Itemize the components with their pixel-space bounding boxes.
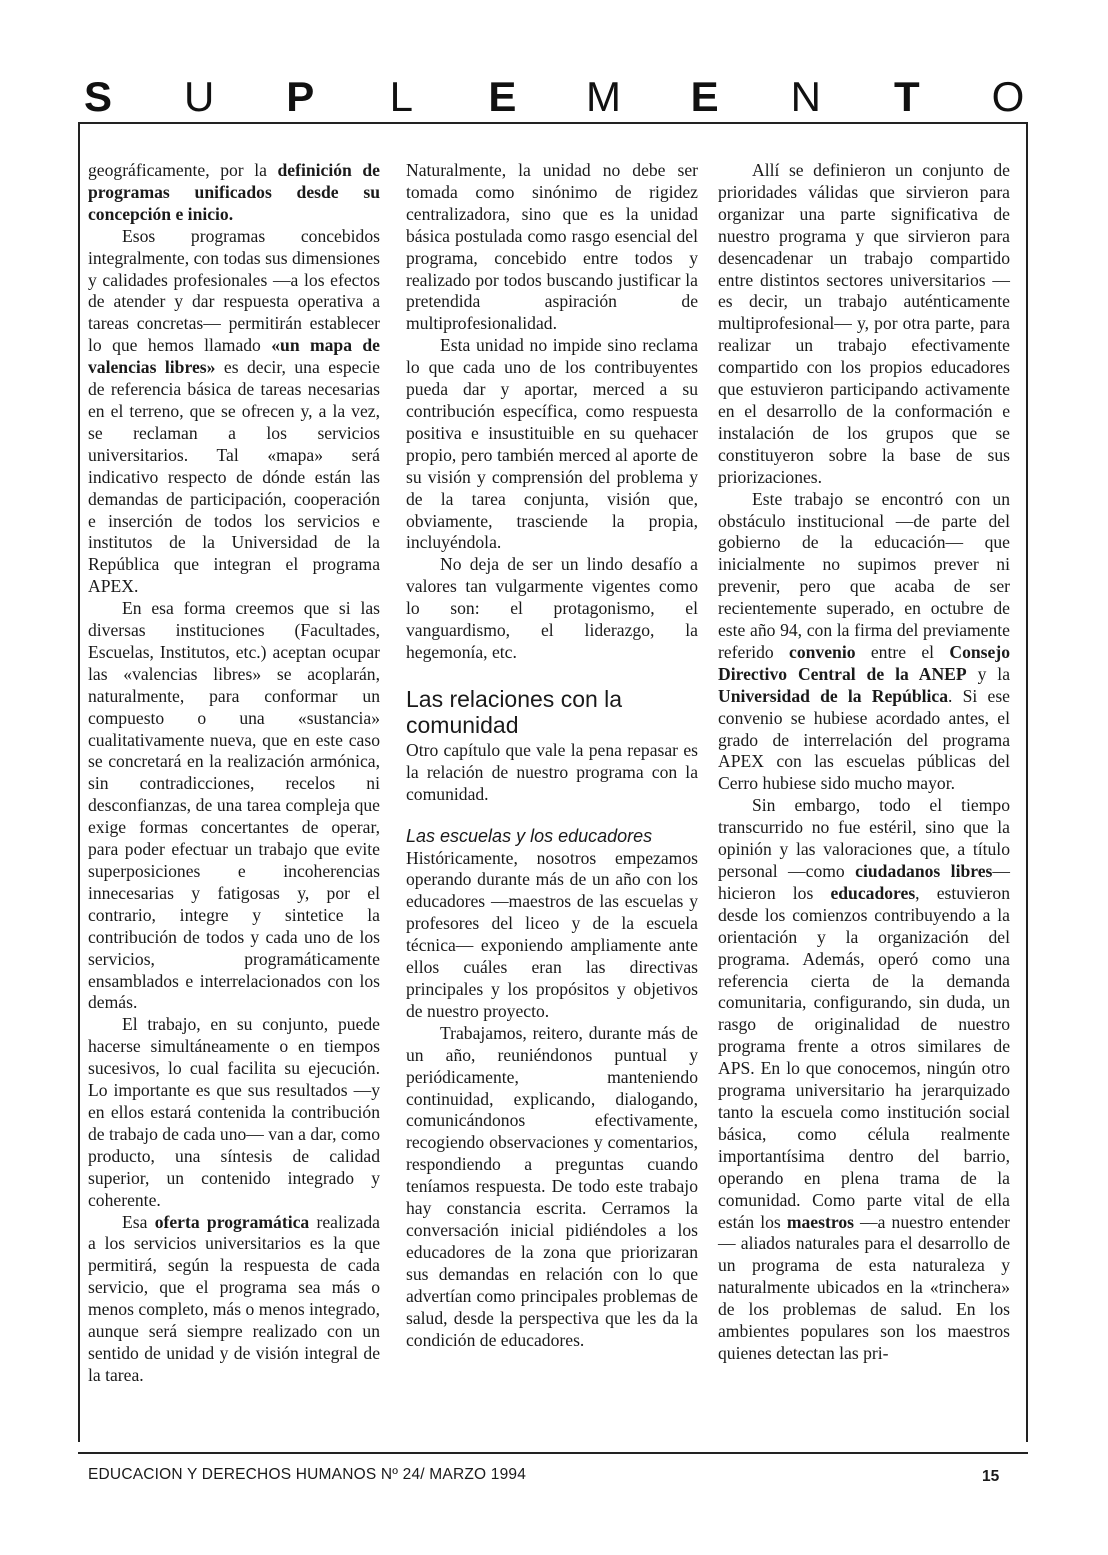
header-letter: U (183, 73, 215, 120)
bold-text: convenio (789, 641, 856, 662)
text: Esa (122, 1211, 155, 1232)
paragraph: Allí se definieron un conjunto de prioridades válidas que sirvieron para organizar una parte significativa de nuestro programa y que sirvieron para desencadenar un trabajo compartido entre distintos sectores universitarios —es decir, un trabajo auténticamente multiprofesional— y, por otra parte, para realizar un trabajo efectivamente compartido con los propios educadores que estuvieron participando activamente en el desarrollo de la conformación e instalación de los grupos que se constituyeron sobre la base de sus priorizaciones. (718, 160, 1010, 487)
header-letter: N (790, 73, 821, 120)
bold-text: Consejo Directivo Central de la ANEP (718, 641, 1010, 684)
paragraph: Naturalmente, la unidad no debe ser tomada como sinónimo de rigidez centralizadora, sino que es la unidad básica postulada como rasgo esencial del programa, concebido entre todos y realizado por todos buscando justificar la pretendida aspiración de multiprofesionalidad. (406, 160, 698, 334)
paragraph: En esa forma creemos que si las diversas instituciones (Facultades, Escuelas, Institutos, etc.) aceptan ocupar las «valencias libres» se acoplarán, naturalmente, para conformar un compuesto o una «sustancia» cualitativamente nueva, que en este caso se concretará en la realización armónica, sin contradicciones, recelos ni desconfianzas, de una tarea compleja que exige formas concertantes de operar, para poder efectuar un trabajo que evite superposiciones e incoherencias innecesarias y fatigosas y, por el contrario, integre y sintetice la contribución de todos y cada uno de los servicios, programáticamente ensamblados e interrelacionados con los demás. (88, 598, 380, 1013)
paragraph: Otro capítulo que vale la pena repasar es la relación de nuestro programa con la comunidad. (406, 739, 698, 804)
text: realizada a los servicios universitarios es la que permitirá, según la respuesta de cada servicio, que el programa sea más o menos completo, más o menos integrado, aunque será siempre realizado con un sentido de unidad y de visión integral de la tarea. (88, 1211, 380, 1385)
text: . Si ese convenio se hubiese acordado antes, el grado de interrelación del programa APEX con las escuelas públicas del Cerro hubiese sido mucho mayor. (718, 685, 1010, 794)
paragraph (88, 226, 380, 598)
paragraph: No deja de ser un lindo desafío a valores tan vulgarmente vigentes como lo son: el protagonismo, el vanguardismo, el liderazgo, la hegemonía, etc. (406, 554, 698, 662)
paragraph (88, 1212, 380, 1387)
text: —a nuestro entender— aliados naturales para el desarrollo de un programa de esta naturaleza y naturalmente ubicados en la «trinchera» de los problemas de salud. En los ambientes populares son los maestros quienes detectan las pri- (718, 1211, 1010, 1363)
text: entre el (855, 641, 950, 662)
section-heading: Las relaciones con la comunidad (406, 685, 623, 738)
publication-footer: EDUCACION Y DERECHOS HUMANOS Nº 24/ MARZO 1994 (88, 1466, 527, 1483)
paragraph (88, 160, 380, 226)
header-letter: L (389, 73, 413, 120)
header-letter: T (894, 73, 920, 120)
bold-text: educadores (830, 882, 916, 903)
footer-rule (78, 1452, 1028, 1454)
header-letter: E (488, 73, 517, 120)
text: Esos programas concebidos integralmente, con todas sus dimensiones y calidades profesionales —a los efectos de atender y dar respuesta operativa a tareas concretas— permitirán establecer lo que hemos llamado (88, 225, 380, 356)
text: Sin embargo, todo el tiempo transcurrido no fue estéril, sino que la opinión y las valoraciones que, a título personal —como (718, 795, 1010, 881)
text: Este trabajo se encontró con un obstáculo institucional —de parte del gobierno de la educación— que inicialmente no supimos prever ni prevenir, pero que acaba de ser recientemente superado, en octubre de este año 94, con la firma del previamente referido (718, 488, 1010, 662)
paragraph (718, 489, 1010, 796)
text: y la (966, 663, 1010, 684)
column-2 (406, 160, 698, 1351)
subsection-heading: Las escuelas y los educadores (406, 825, 653, 846)
column-1 (88, 160, 380, 1387)
bold-text: oferta programática (154, 1211, 310, 1232)
header-letter: O (991, 73, 1025, 120)
section-header (78, 74, 1028, 120)
bold-text: ciudadanos libres (855, 861, 993, 881)
paragraph: El trabajo, en su conjunto, puede hacerse simultáneamente o en tiempos sucesivos, lo cual facilita su ejecución. Lo importante es que sus resultados —y en ellos estará contenida la contribución de trabajo de cada uno— van a dar, como producto, una síntesis de calidad superior, un contenido integrado y coherente. (88, 1014, 380, 1210)
column-3 (718, 160, 1010, 1365)
page-number: 15 (982, 1468, 1000, 1485)
header-letter: P (286, 73, 315, 120)
header-letter: S (83, 73, 112, 120)
paragraph: Esta unidad no impide sino reclama lo que cada uno de los contribuyentes pueda dar y aportar, merced a su contribución específica, como respuesta positiva e insustituible en su quehacer propio, pero también merced al aporte de su visión y comprensión del problema y de la tarea conjunta, visión que, obviamente, trasciende la propia, incluyéndola. (406, 335, 698, 553)
header-letter: M (586, 73, 622, 120)
header-letter: E (690, 73, 719, 120)
bold-text: Universidad de la República (718, 685, 949, 706)
text: , estuvieron desde los comienzos contribuyendo a la orientación y la organización del programa. Además, operó como una referencia cierta de la demanda comunitaria, configurando, sin duda, un rasgo de originalidad de nuestro programa frente a otros similares de APS. En lo que conocemos, ningún otro programa universitario ha jerarquizado tanto la escuela como institución social básica, como célula realmente importantísima dentro del barrio, operando en plena trama de la comunidad. Como parte vital de ella están los (718, 882, 1010, 1232)
bold-text: definición de programas unificados desde su concepción e inicio. (88, 160, 380, 224)
paragraph: Trabajamos, reitero, durante más de un año, reuniéndonos puntual y periódicamente, manteniendo continuidad, explicando, dialogando, comunicándonos efectivamente, recogiendo observaciones y comentarios, respondiendo a preguntas cuando teníamos respuesta. De todo este trabajo hay constancia escrita. Cerramos la conversación inicial pidiéndoles a los educadores de la zona que priorizaran sus demandas en relación con lo que advertían como principales problemas de salud, desde la perspectiva que les da la condición de educadores. (406, 1022, 698, 1350)
paragraph (718, 795, 1010, 1365)
paragraph: Históricamente, nosotros empezamos operando durante más de un año con los educadores —maestros de las escuelas y profesores del liceo y de la escuela técnica— exponiendo ampliamente ante ellos cuáles eran las directivas principales y los propósitos y objetivos de nuestro proyecto. (406, 847, 698, 1021)
text: geográficamente, por la (88, 160, 278, 180)
text: — hicieron los (718, 861, 1010, 903)
text: es decir, una especie de referencia básica de tareas necesarias en el terreno, que se ofrecen y, a la vez, se reclaman a los servicios universitarios. Tal «mapa» será indicativo respecto de dónde están las demandas de participación, cooperación e inserción de todos los servicios e institutos de la Universidad de la República que integran el programa APEX. (88, 357, 380, 597)
bold-text: «un mapa de valencias libres» (88, 335, 380, 378)
bold-text: maestros (786, 1211, 854, 1232)
